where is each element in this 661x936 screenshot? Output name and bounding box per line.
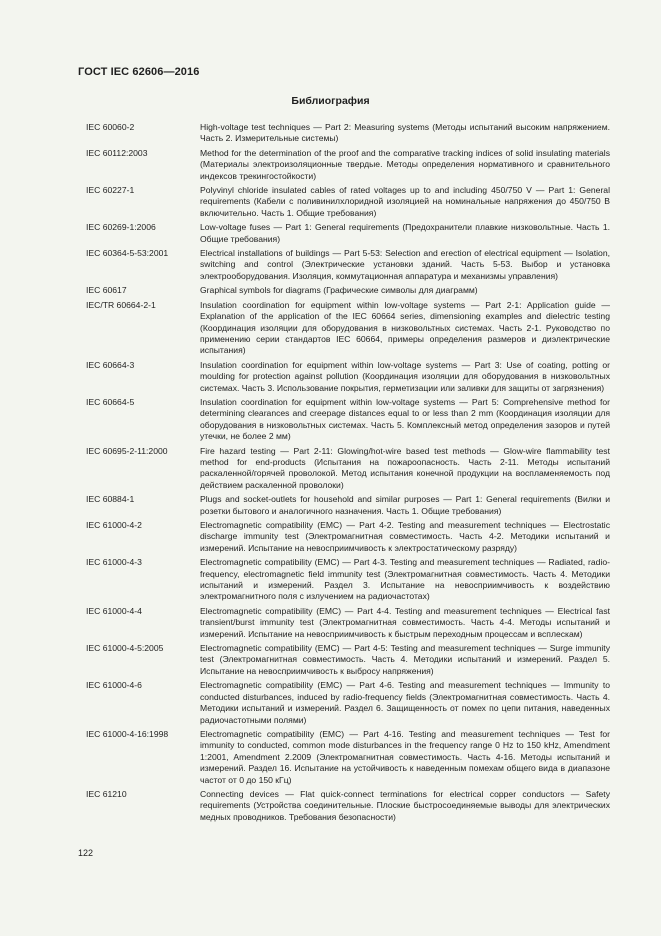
bibliography-entry [86,248,610,282]
bibliography-entry [86,494,610,517]
entry-code: IEC 60617 [86,285,127,296]
bibliography-entry [86,185,610,219]
entry-text: Electromagnetic compatibility (EMC) — Part 4-3. Testing and measurement techniques — Radiated, radio-frequency, electromagnetic field immunity test (Электромагнитная совместимость. Часть 4. Методики испытаний и измерений. Раздел 3. Испытание на невосприимчивость к воздействию электромагнитного поля с излучением на радиочастотах) [200,557,610,602]
bibliography-entry [86,643,610,677]
entry-text: Electrical installations of buildings — Part 5-53: Selection and erection of electrical equipment — Isolation, switching and control (Электрические установки зданий. Часть 5-53. Выбор и установка электрооборудования. Изоляция, коммутационная аппаратура и механизмы управления) [200,248,610,281]
entry-code: IEC 60664-5 [86,396,135,407]
bibliography-entry [86,557,610,603]
entry-text: Electromagnetic compatibility (EMC) — Part 4-6. Testing and measurement techniques — Immunity to conducted disturbances, induced by radio-frequency fields (Электромагнитная совместимость. Часть 4. Методики испытаний и измерений. Раздел 6. Защищенность от помех по цепи питания, наведенных радиочастотными полями) [200,680,610,725]
entry-code: IEC 61000-4-2 [86,520,142,530]
entry-code: IEC 60664-3 [86,359,135,370]
bibliography-entry [86,729,610,786]
bibliography-entry [86,680,610,726]
entry-code: IEC 61210 [86,788,127,799]
bibliography-entry [86,148,610,182]
entry-text: Electromagnetic compatibility (EMC) — Part 4-5: Testing and measurement techniques — Surge immunity test (Электромагнитная совместимость. Часть 4. Методики испытаний и измерений. Раздел 5. Испытание на невосприимчивость к выбросу напряжения) [200,643,610,676]
entry-text: Insulation coordination for equipment within low-voltage systems — Part 3: Use of coating, potting or moulding for protection against pollution (Координация изоляции для оборудования в низковольтных системах. Часть 3. Использование покрытия, герметизации или заливки для защиты от загрязнения) [200,359,610,393]
bibliography-entry [86,300,610,357]
entry-code: IEC 60364-5-53:2001 [86,248,169,259]
entry-code: IEC 60227-1 [86,185,135,196]
entry-code: IEC 60269-1:2006 [86,222,156,233]
entry-code: IEC 61000-4-6 [86,680,142,691]
entry-text: High-voltage test techniques — Part 2: Measuring systems (Методы испытаний высоким напряжением. Часть 2. Измерительные системы) [200,122,610,144]
bibliography-entry [86,397,610,443]
entry-code: IEC 60695-2-11:2000 [86,445,168,456]
entry-code: IEC 61000-4-5:2005 [86,643,164,654]
bibliography-list [86,122,610,826]
bibliography-entry [86,285,610,296]
entry-text: Connecting devices — Flat quick-connect terminations for electrical copper conductors — Safety requirements (Устройства соединительные. Плоские быстросоединяемые выводы для электрических медных проводников. Требования безопасности) [200,788,610,822]
entry-text: Insulation coordination for equipment within low-voltage systems — Part 2-1: Application guide — Explanation of the application of the IEC 60664 series, dimensioning examples and dielectric testing (Координация изоляции для оборудования в низковольтных системах. Часть 2-1. Руководство по применению серии стандартов IEC 60664, примеры определения размеров и диэлектрические испытания) [200,299,610,356]
bibliography-entry [86,606,610,640]
entry-text: Fire hazard testing — Part 2-11: Glowing/hot-wire based test methods — Glow-wire flammability test method for end-products (Испытания на пожароопасность. Часть 2-11. Методы испытаний раскаленной/горячей проволокой. Метод испытания конечной продукции на воспламеняемость под действием раскаленной проволоки) [200,445,610,490]
entry-text: Plugs and socket-outlets for household and similar purposes — Part 1: General requirements (Вилки и розетки бытового и аналогичного назначения. Часть 1. Общие требования) [200,494,610,516]
entry-text: Electromagnetic compatibility (EMC) — Part 4-16. Testing and measurement techniques — Test for immunity to conducted, common mode disturbances in the frequency range 0 Hz to 150 kHz, Amendment 1:2001, Amendment 2.2009 (Электромагнитная совместимость. Часть 4-16. Методы испытаний и измерений. Раздел 16. Испытание на устойчивость к наведенным помехам общего вида в диапазоне частот от 0 до 150 кГц) [200,728,610,785]
entry-code: IEC 60060-2 [86,122,135,132]
bibliography-title: Библиография [291,95,370,107]
entry-code: IEC 60884-1 [86,494,135,505]
entry-text: Electromagnetic compatibility (EMC) — Part 4-4. Testing and measurement techniques — Electrical fast transient/burst immunity test (Электромагнитная совместимость. Часть 4-4. Методы испытаний и измерений. Испытание на невосприимчивость к быстрым переходным процессам и всплескам) [200,605,610,639]
bibliography-entry [86,446,610,492]
page-number: 122 [78,848,94,858]
entry-code: IEC 60112:2003 [86,147,148,158]
bibliography-entry [86,360,610,394]
entry-text: Method for the determination of the proof and the comparative tracking indices of solid insulating materials (Материалы электроизоляционные твердые. Методы определения нормативного и сравнительного индексов трекингостойкости) [200,147,610,181]
entry-text: Insulation coordination for equipment within low-voltage systems — Part 5: Comprehensive method for determining clearances and creepage distances equal to or less than 2 mm (Координация изоляции для оборудования в низковольтных системах. Часть 5. Комплексный метод определения зазоров и путей утечки, не более 2 мм) [200,396,610,442]
entry-code: IEC 61000-4-3 [86,557,142,568]
entry-code: IEC 61000-4-4 [86,605,142,616]
entry-code: IEC/TR 60664-2-1 [86,299,156,310]
entry-text: Low-voltage fuses — Part 1: General requirements (Предохранители плавкие низковольтные. Часть 1. Общие требования) [200,222,610,244]
entry-text: Graphical symbols for diagrams (Графические символы для диаграмм) [200,285,478,296]
bibliography-entry [86,122,610,145]
entry-text: Electromagnetic compatibility (EMC) — Part 4-2. Testing and measurement techniques — Electrostatic discharge immunity test (Электромагнитная совместимость. Часть 4-2. Методики испытаний и измерений. Испытание на невосприимчивость к электростатическому разряду) [200,520,610,553]
bibliography-entry [86,789,610,823]
document-header: ГОСТ IEC 62606—2016 [78,66,200,78]
bibliography-entry [86,222,610,245]
entry-text: Polyvinyl chloride insulated cables of rated voltages up to and including 450/750 V — Part 1: General requirements (Кабели с поливинилхлоридной изоляцией на номинальные напряжения до 450/750 В включительно. Часть 1. Общие требования) [200,185,610,218]
entry-code: IEC 61000-4-16:1998 [86,728,169,739]
bibliography-entry [86,520,610,554]
